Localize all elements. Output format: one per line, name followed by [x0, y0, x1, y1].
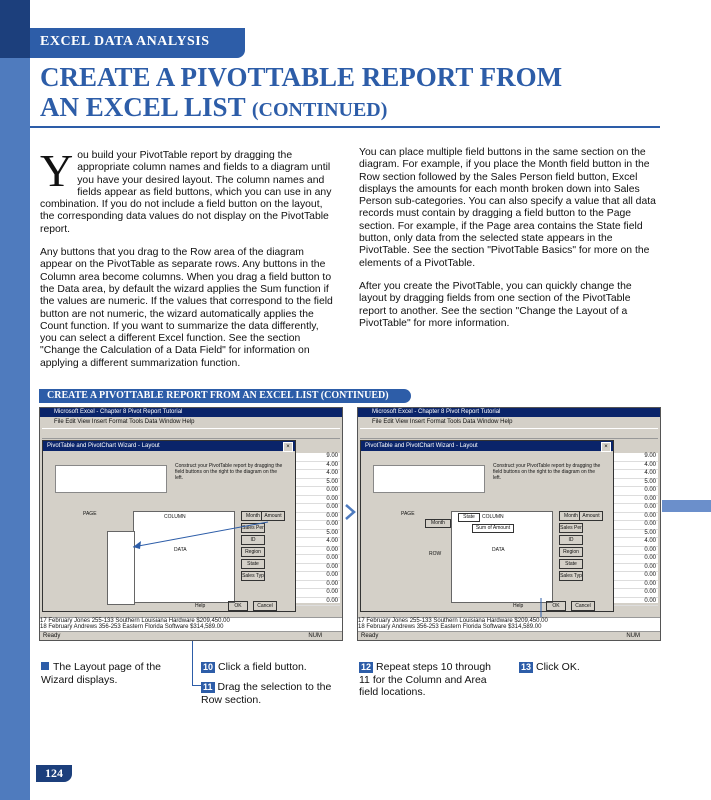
window-title: Microsoft Excel - Chapter 8 Pivot Report Tutorial: [40, 408, 342, 417]
caption-bracket: [192, 641, 201, 686]
left-margin-bar-top: [0, 0, 30, 58]
field-button-month[interactable]: Month: [241, 511, 265, 521]
page-title: [40, 62, 680, 125]
toolbar: [42, 428, 340, 439]
next-arrow-icon: [344, 504, 356, 520]
paragraph-intro: [40, 145, 338, 236]
field-button-sales-type[interactable]: Sales Typ: [242, 573, 264, 579]
dialog-title: PivotTable and PivotChart Wizard - Layout: [43, 441, 295, 451]
paragraph-multiple-fields: You can place multiple field buttons in the same section on the diagram. For example, if you place the Month field button in the Row section followed by the Sales Person field button, Excel displays the amounts for each month broken down into Sales Person sub-categories. You can also specify a value that all data records must contain by dragging a field button to the Page section. For example, if the Page area contains the State field button, only data from the selected state appears in the PivotTable. See the section "PivotTable Basics" for more on the elements of a PivotTable.: [359, 147, 656, 269]
caption-step-1: The Layout page of the Wizard displays.: [41, 661, 161, 686]
screenshot-layout-completed: Microsoft Excel - Chapter 8 Pivot Report Tutorial File Edit View Insert Format Tools Data Window Help 9.00 4.00 4.00 5.00 0.00 0.00 0.00 0.00 0.00 5.00 4.00 0.00 0.00 0.00 0.00 0.00 0.00 0.00 PivotTable and PivotChart Wizard - Layout × Construct your PivotTable report by dragging the field buttons on the right to the diagram on the left. PAGE State COLUMN Sum of Amount DATA Month ROW Month Amount Sales Per ID Region State Sales Typ Help OK Cancel 17 February Jones 255-133 Southern Louisiana Hardware $209,450.00 18 February Andrews 356-253 Eastern Florida Software $314,589.00 Ready NUM: [357, 407, 661, 641]
paragraph-row-area: Any buttons that you drag to the Row area of the diagram appear on the PivotTable as separate rows. Any buttons in the Column area become columns. When you drag a field button to the Data area, by default the wizard applies the Sum function if the values are numeric. If the values that correspond to the field button are not numeric, the wizard automatically applies the Count function. If you want to summarize the data differently, you can select a different Excel function. See the section "Change the Calculation of a Data Field" for information on applying a different summarization function.: [40, 247, 333, 369]
worksheet-cells-2: 9.00 4.00 4.00 5.00 0.00 0.00 0.00 0.00 0.00 5.00 4.00 0.00 0.00 0.00 0.00 0.00 0.00 0.00: [613, 453, 658, 603]
column-field-state[interactable]: State: [458, 513, 480, 522]
status-bar: Ready NUM: [40, 631, 342, 640]
dialog-instructions: Construct your PivotTable report by dragging the field buttons on the right to the diagram on the left.: [175, 463, 283, 481]
field-button-id[interactable]: ID: [241, 535, 265, 545]
left-margin-bar: [0, 0, 30, 800]
section-label: EXCEL DATA ANALYSIS: [40, 34, 210, 49]
ok-button[interactable]: OK: [228, 601, 248, 611]
data-field-sum-amount[interactable]: Sum of Amount: [472, 524, 514, 533]
field-button-region[interactable]: Region: [241, 547, 265, 557]
bullet-square-icon: [41, 662, 49, 670]
caption-step-12: 12 Repeat steps 10 through 11 for the Column and Area field locations.: [359, 661, 492, 698]
section-header-tab: [30, 28, 245, 58]
field-button-state[interactable]: State: [241, 559, 265, 569]
paragraph-intro-text: ou build your PivotTable report by dragging the appropriate column names and fields to a diagram until you have your desired layout. The column names and fields appear as field buttons, which you can use in any combination. If you do not include a field button on the layout, the corresponding data values do not display on the PivotTable report.: [40, 150, 332, 235]
row-field-month[interactable]: Month: [425, 519, 451, 528]
title-continued: (CONTINUED): [251, 99, 388, 121]
screenshot-layout-wizard: [39, 407, 343, 641]
title-line-2-main: AN EXCEL LIST: [40, 92, 246, 122]
title-line-2: [40, 92, 680, 125]
title-line-1: CREATE A PIVOTTABLE REPORT FROM: [40, 62, 563, 92]
sheet-rows: 17 February Jones 255-133 Southern Louisiana Hardware $209,450.00 18 February Andrews 356-253 Eastern Florida Software $314,589.00: [40, 617, 342, 640]
cancel-button[interactable]: Cancel: [571, 601, 595, 611]
caption-step-11: 11 Drag the selection to the Row section.: [201, 681, 332, 706]
field-button-sales-person[interactable]: Sales Per: [242, 525, 264, 531]
right-edge-tab: [662, 500, 711, 512]
menu-bar: File Edit View Insert Format Tools Data Window Help: [54, 419, 195, 425]
title-rule: [30, 126, 660, 128]
field-button-amount[interactable]: Amount: [261, 511, 285, 521]
left-column: [40, 145, 338, 381]
worksheet-cells: 9.00 4.00 4.00 5.00 0.00 0.00 0.00 0.00 0.00 5.00 4.00 0.00 0.00 0.00 0.00 0.00 0.00 0.00: [295, 453, 340, 603]
layout-dialog: [42, 440, 296, 612]
paragraph-change-layout: After you create the PivotTable, you can quickly change the layout by dragging fields from one section of the PivotTable report to another. See the section "Change the Layout of a PivotTable" for more information.: [359, 280, 632, 329]
right-column: [359, 147, 659, 341]
steps-banner: [39, 389, 411, 403]
layout-diagram-2: State COLUMN Sum of Amount DATA: [451, 511, 553, 603]
cancel-button[interactable]: Cancel: [253, 601, 277, 611]
layout-diagram: COLUMN DATA: [133, 511, 235, 603]
drag-arrow-icon: [113, 517, 273, 557]
close-icon[interactable]: ×: [601, 442, 611, 452]
caption-step-10: 10 Click a field button.: [203, 661, 307, 673]
close-icon[interactable]: ×: [283, 442, 293, 452]
layout-dialog-2: PivotTable and PivotChart Wizard - Layout × Construct your PivotTable report by dragging the field buttons on the right to the diagram on the left. PAGE State COLUMN Sum of Amount DATA Month ROW Month Amount Sales Per ID Region State Sales Typ Help OK Cancel: [360, 440, 614, 612]
steps-banner-text: CREATE A PIVOTTABLE REPORT FROM AN EXCEL LIST (CONTINUED): [47, 390, 389, 401]
page-number: 124: [36, 765, 72, 782]
caption-step-13: 13 Click OK.: [521, 661, 580, 673]
wizard-graphic: [55, 465, 167, 493]
help-button[interactable]: Help: [195, 603, 206, 609]
ok-button[interactable]: OK: [546, 601, 566, 611]
page-label: PAGE: [83, 511, 97, 517]
drop-cap: Y: [40, 145, 74, 196]
